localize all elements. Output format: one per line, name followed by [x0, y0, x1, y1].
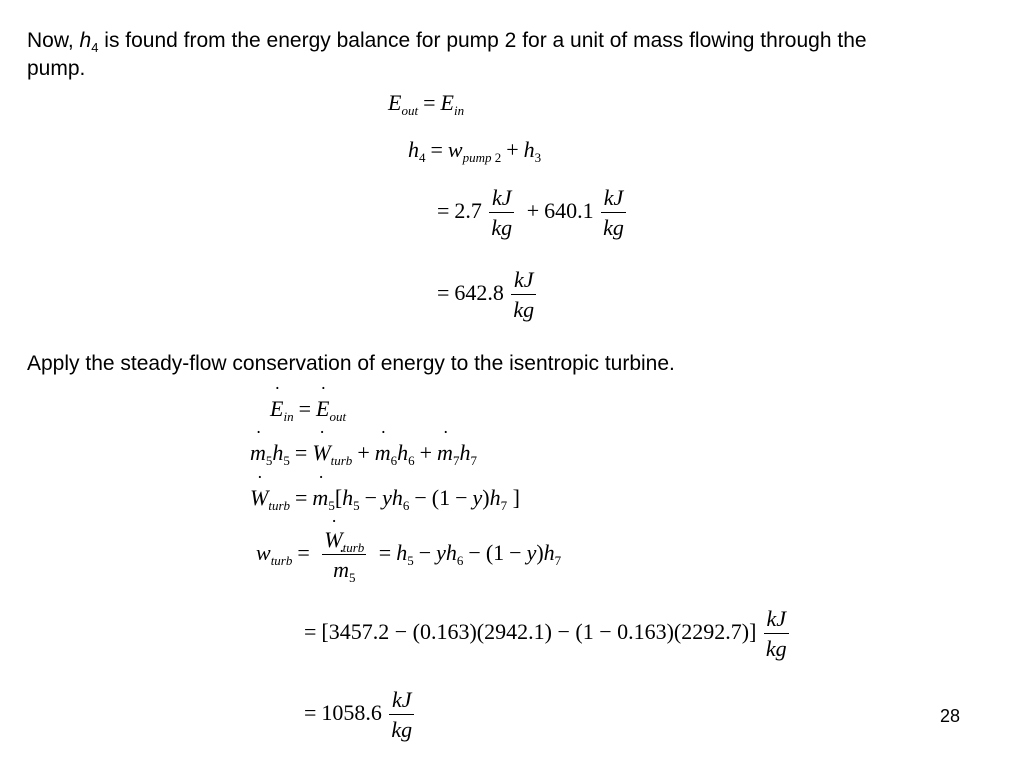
pump-eq-3-mid: 640.1: [544, 198, 594, 224]
turbine-eq-3: ˙ $W_{turb}$ =˙ $m_5[h_5 - yh_6 - (1 - y)h_7$ ]: [250, 485, 520, 511]
unit-fraction: $\frac{kJ}{kg}$: [765, 606, 787, 661]
unit-fraction: $\frac{kJ}{kg}$: [603, 185, 624, 240]
turbine-eq-4: $w_{turb}$ = ˙ $W_{turb}$ ˙ $m_5$ = $h_5 - yh_6 - (1 - y)h_7$: [256, 528, 561, 582]
page-number: 28: [940, 706, 961, 726]
turbine-eq-5-bracket: [3457.2 − (0.163)(2942.1) − (1 − 0.163)(2292.7)]: [321, 619, 757, 645]
turbine-eq-6-value: 1058.6: [321, 700, 382, 726]
turbine-intro: Apply the steady-flow conservation of energy to the isentropic turbine.: [27, 352, 675, 375]
pump-eq-2: $h_4 = w_{pump 2} + h_3$: [408, 137, 542, 165]
intro-var-h: h: [79, 29, 92, 52]
pump-eq-1: $E_{out} = E_{in}$: [388, 90, 465, 118]
intro-text-after: is found from the energy balance for pump 2 for a unit of mass flowing through the pump.: [27, 29, 867, 80]
intro-paragraph: [27, 27, 927, 83]
turbine-eq-5: = [3457.2 − (0.163)(2942.1) − (1 − 0.163)(2292.7)] $\frac{kJ}{kg}$: [304, 606, 787, 661]
turbine-eq-1: ˙ $E_{in}$ =˙ $E_{out}$: [270, 396, 346, 422]
power-mass-fraction: ˙ $W_{turb}$ ˙ $m_5$: [322, 528, 366, 582]
turbine-eq-2: ˙ $m_5h_5$ =˙ $W_{turb}$ +˙ $m_6h_6$ +˙ $m_7h_7$: [250, 440, 477, 466]
unit-fraction: $\frac{kJ}{kg}$: [391, 687, 413, 742]
turbine-eq-6: = 1058.6 $\frac{kJ}{kg}$: [304, 687, 413, 742]
pump-eq-3: = 2.7 $\frac{kJ}{kg}$ + 640.1 $\frac{kJ}{kg}$: [437, 185, 624, 240]
pump-eq-3-coef: 2.7: [454, 198, 482, 224]
intro-text-before: Now,: [27, 29, 80, 52]
pump-eq-4-value: 642.8: [454, 280, 504, 306]
unit-fraction: $\frac{kJ}{kg}$: [513, 267, 535, 322]
intro-var-sub: 4: [91, 40, 99, 55]
unit-fraction: $\frac{kJ}{kg}$: [491, 185, 513, 240]
pump-eq-4: = 642.8 $\frac{kJ}{kg}$: [437, 267, 535, 322]
